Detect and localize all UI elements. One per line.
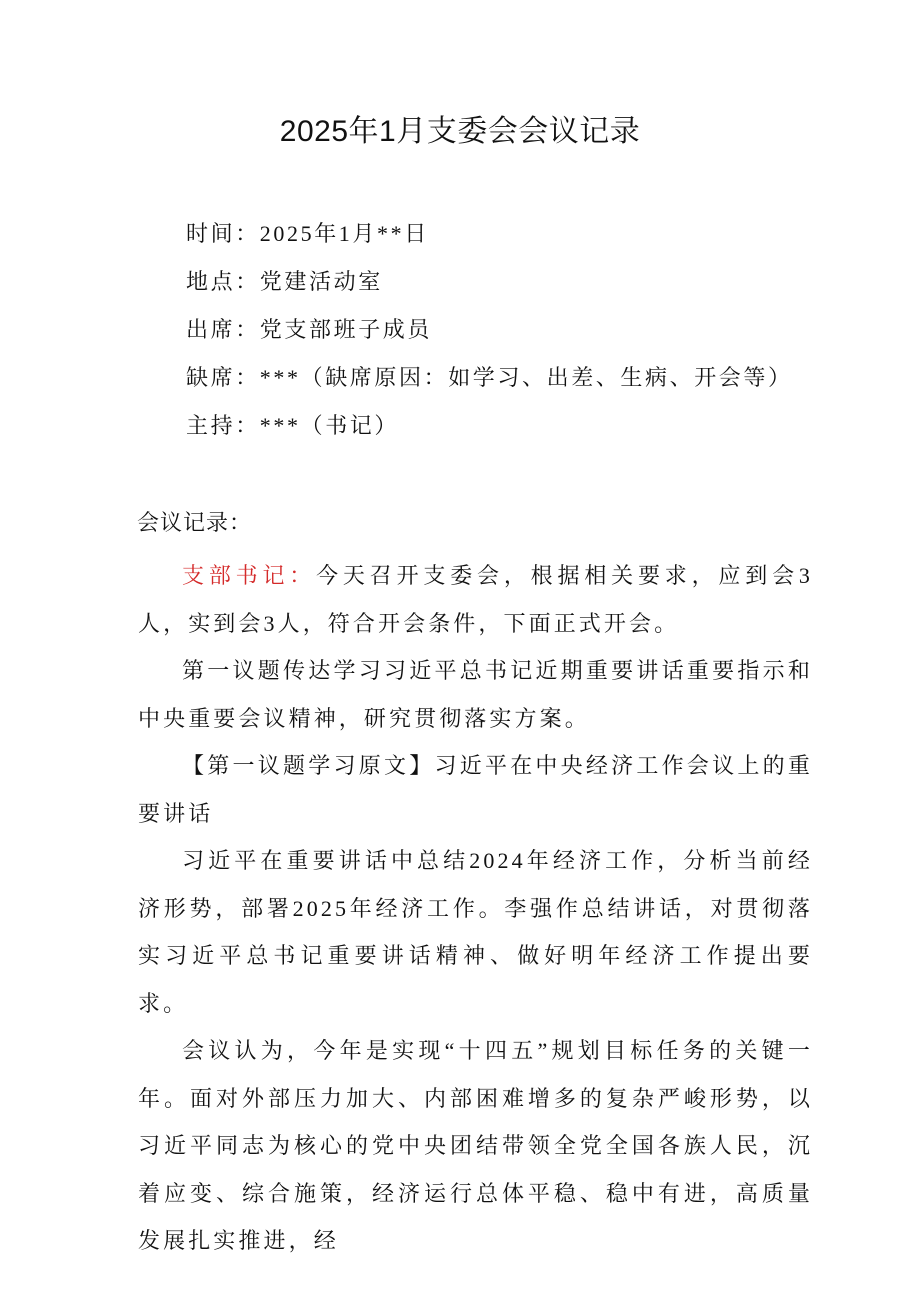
paragraph-conclusion: 会议认为，今年是实现“十四五”规划目标任务的关键一年。面对外部压力加大、内部困难增多的复杂严峻形势，以习近平同志为核心的党中央团结带领全党全国各族人民，沉着应变、综合施策，经济运行总体平稳、稳中有进，高质量发展扎实推进，经 — [138, 1038, 813, 1253]
meta-absent: 缺席：***（缺席原因：如学习、出差、生病、开会等） — [186, 365, 793, 390]
meta-host: 主持：***（书记） — [186, 413, 400, 438]
meeting-meta — [186, 210, 836, 450]
paragraph-first-topic: 第一议题传达学习习近平总书记近期重要讲话重要指示和中央重要会议精神，研究贯彻落实方案。 — [138, 658, 813, 731]
speaker-label: 支部书记： — [182, 563, 317, 588]
meta-time: 时间：2025年1月**日 — [186, 221, 429, 246]
paragraph-opening — [138, 552, 813, 647]
meeting-body — [138, 552, 813, 1265]
meta-place: 地点：党建活动室 — [186, 269, 383, 294]
paragraph-summary: 习近平在重要讲话中总结2024年经济工作，分析当前经济形势，部署2025年经济工作。李强作总结讲话，对贯彻落实习近平总书记重要讲话精神、做好明年经济工作提出要求。 — [138, 848, 813, 1016]
section-heading: 会议记录： — [137, 510, 253, 535]
meta-attendees: 出席：党支部班子成员 — [186, 317, 433, 342]
document-title: 2025年1月支委会会议记录 — [279, 115, 641, 148]
paragraph-opening-text: 今天召开支委会，根据相关要求，应到会3人，实到会3人，符合开会条件，下面正式开会。 — [138, 563, 813, 636]
paragraph-source-text: 【第一议题学习原文】习近平在中央经济工作会议上的重要讲话 — [138, 753, 813, 826]
